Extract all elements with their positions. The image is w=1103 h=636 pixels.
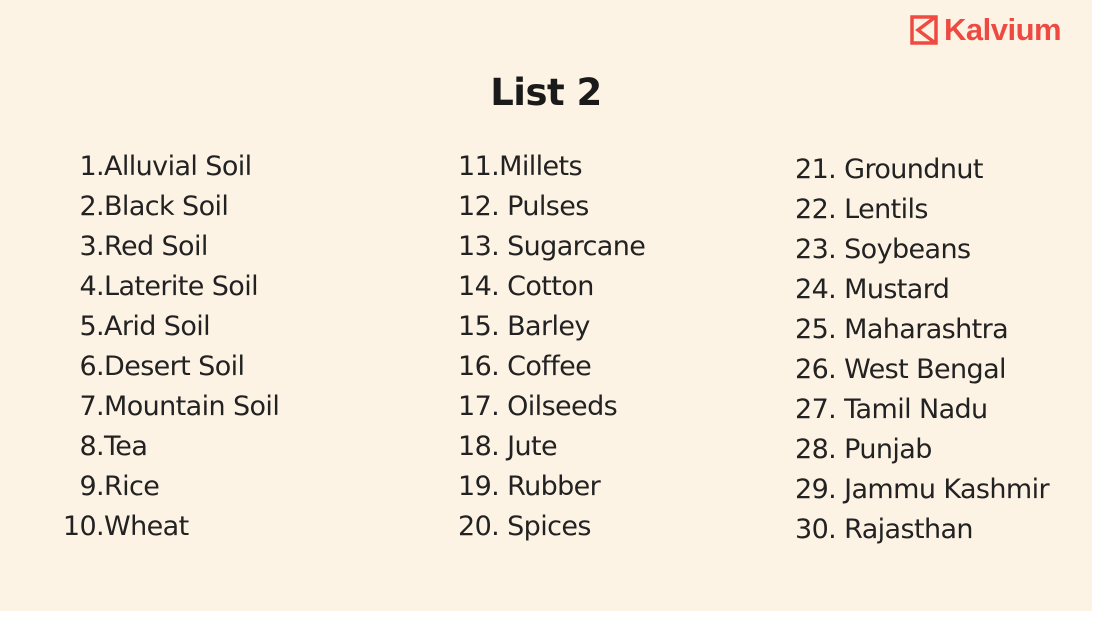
list-item xyxy=(795,310,1049,350)
list-item xyxy=(458,187,645,227)
item-number: 21. xyxy=(795,154,845,185)
item-number: 23. xyxy=(795,234,845,265)
brand-logo xyxy=(910,12,1061,48)
list-item xyxy=(795,150,1049,190)
item-text: Arid Soil xyxy=(104,311,211,342)
item-number: 18. xyxy=(458,431,508,462)
item-text: Maharashtra xyxy=(844,314,1009,345)
item-text: Laterite Soil xyxy=(104,271,259,302)
item-text: Pulses xyxy=(507,191,589,222)
list-item xyxy=(58,387,279,427)
item-text: Cotton xyxy=(507,271,594,302)
list-item xyxy=(58,187,279,227)
list-item xyxy=(795,350,1049,390)
item-text: Tamil Nadu xyxy=(844,394,988,425)
list-item xyxy=(458,467,645,507)
item-number: 9. xyxy=(79,471,104,502)
list-item xyxy=(58,347,279,387)
list-item xyxy=(58,307,279,347)
list-item xyxy=(795,230,1049,270)
list-item xyxy=(795,190,1049,230)
item-number: 2. xyxy=(79,191,104,222)
list-item xyxy=(58,227,279,267)
item-text: Oilseeds xyxy=(507,391,618,422)
item-text: Mustard xyxy=(844,274,950,305)
item-text: Tea xyxy=(104,431,148,462)
item-text: Jammu Kashmir xyxy=(844,474,1049,505)
item-text: Sugarcane xyxy=(507,231,646,262)
item-text: Lentils xyxy=(844,194,928,225)
item-number: 26. xyxy=(795,354,845,385)
item-text: Rice xyxy=(104,471,160,502)
kalvium-logo-icon xyxy=(910,15,938,45)
list-item xyxy=(58,467,279,507)
item-number: 5. xyxy=(79,311,104,342)
item-number: 14. xyxy=(458,271,508,302)
item-number: 30. xyxy=(795,514,845,545)
item-number: 12. xyxy=(458,191,508,222)
item-number: 13. xyxy=(458,231,508,262)
item-number: 17. xyxy=(458,391,508,422)
item-text: Jute xyxy=(507,431,557,462)
item-text: Wheat xyxy=(104,511,189,542)
item-number: 15. xyxy=(458,311,508,342)
item-text: Red Soil xyxy=(104,231,208,262)
item-text: Punjab xyxy=(844,434,932,465)
page-title: List 2 xyxy=(490,71,602,114)
list-item xyxy=(795,390,1049,430)
list-item xyxy=(458,307,645,347)
item-number: 4. xyxy=(79,271,104,302)
item-number: 7. xyxy=(79,391,104,422)
list-item xyxy=(458,147,645,187)
list-item xyxy=(58,507,279,547)
item-number: 22. xyxy=(795,194,845,225)
item-number: 11. xyxy=(458,151,500,182)
list-item xyxy=(458,427,645,467)
item-text: Desert Soil xyxy=(104,351,245,382)
list-item xyxy=(795,430,1049,470)
list-column-3 xyxy=(795,150,1049,550)
list-item xyxy=(458,347,645,387)
item-number: 25. xyxy=(795,314,845,345)
list-item xyxy=(795,510,1049,550)
item-text: Alluvial Soil xyxy=(104,151,252,182)
list-item xyxy=(58,267,279,307)
list-item xyxy=(795,470,1049,510)
item-number: 27. xyxy=(795,394,845,425)
item-text: Rubber xyxy=(507,471,601,502)
item-text: Millets xyxy=(499,151,583,182)
list-item xyxy=(58,427,279,467)
item-text: Spices xyxy=(507,511,591,542)
item-number: 3. xyxy=(79,231,104,262)
item-number: 6. xyxy=(79,351,104,382)
item-text: Coffee xyxy=(507,351,592,382)
brand-name: Kalvium xyxy=(944,12,1062,47)
item-text: Rajasthan xyxy=(844,514,973,545)
item-number: 1. xyxy=(79,151,104,182)
list-item xyxy=(458,507,645,547)
item-text: Barley xyxy=(507,311,590,342)
item-number: 20. xyxy=(458,511,508,542)
item-number: 10. xyxy=(62,511,104,542)
item-number: 19. xyxy=(458,471,508,502)
list-column-2 xyxy=(458,147,645,547)
item-text: Mountain Soil xyxy=(104,391,280,422)
item-text: Black Soil xyxy=(104,191,229,222)
item-number: 16. xyxy=(458,351,508,382)
item-text: West Bengal xyxy=(844,354,1006,385)
item-number: 28. xyxy=(795,434,845,465)
list-item xyxy=(58,147,279,187)
list-item xyxy=(458,267,645,307)
item-number: 24. xyxy=(795,274,845,305)
item-text: Groundnut xyxy=(844,154,983,185)
item-number: 29. xyxy=(795,474,845,505)
list-item xyxy=(458,227,645,267)
list-column-1 xyxy=(58,147,279,547)
item-text: Soybeans xyxy=(844,234,971,265)
list-item xyxy=(795,270,1049,310)
item-number: 8. xyxy=(79,431,104,462)
list-item xyxy=(458,387,645,427)
